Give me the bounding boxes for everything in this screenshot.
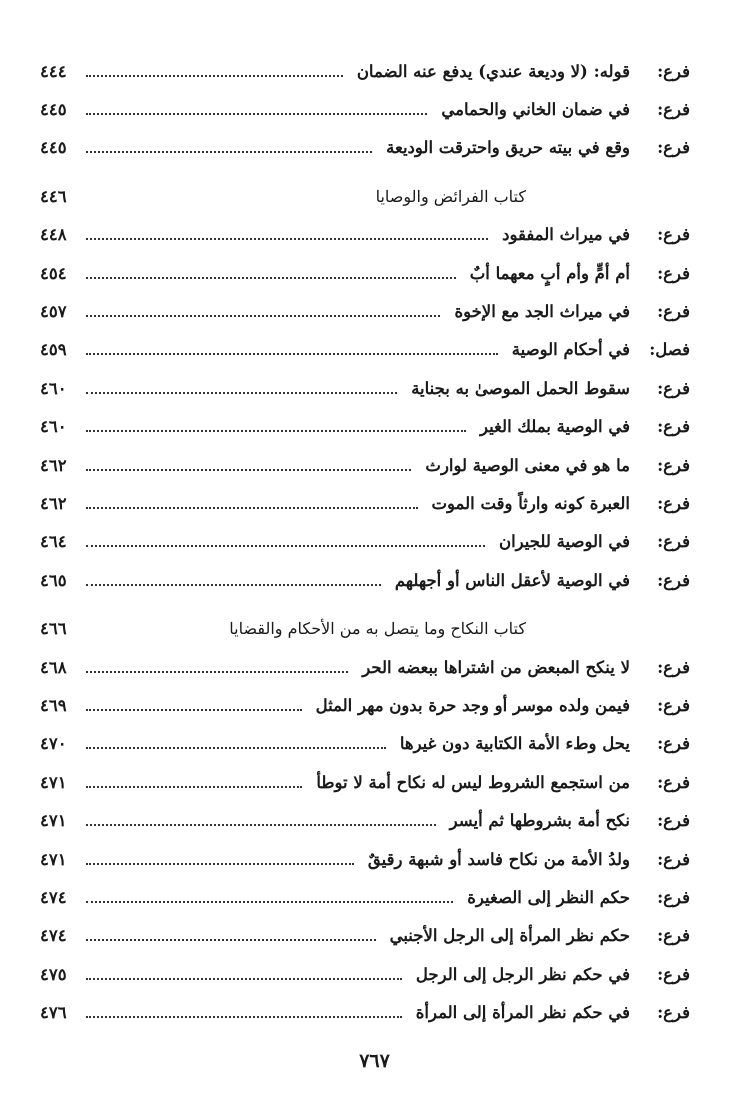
toc-entry-title: لا ينكح المبعض من اشتراها ببعضه الحر — [362, 657, 630, 677]
toc-entry-title: في ميراث المفقود — [502, 225, 630, 245]
toc-page-number: ٤٦٤ — [40, 532, 67, 552]
toc-entry-title: في ميراث الجد مع الإخوة — [454, 302, 630, 322]
dot-leader — [86, 276, 456, 279]
toc-page-number: ٤٧٤ — [40, 887, 67, 907]
toc-entry — [40, 254, 690, 292]
toc-entry-title: في أحكام الوصية — [511, 340, 630, 360]
dot-leader — [86, 200, 362, 201]
toc-page-number: ٤٧٤ — [40, 926, 67, 946]
toc-entry-label: فرع: — [657, 225, 690, 245]
toc-entry-title: في ضمان الخاني والحمامي — [441, 100, 630, 120]
dot-leader — [86, 314, 440, 317]
toc-entry-label: فرع: — [657, 811, 690, 831]
toc-entry — [40, 292, 690, 330]
table-of-contents — [40, 52, 690, 1032]
toc-entry — [40, 52, 690, 90]
toc-entry-title: من استجمع الشروط ليس له نكاح أمة لا توطأ — [316, 772, 630, 792]
dot-leader — [86, 823, 436, 826]
toc-entry — [40, 216, 690, 254]
toc-page-number: ٤٧١ — [40, 772, 67, 792]
toc-page-number: ٤٦٢ — [40, 493, 67, 513]
toc-page-number: ٤٤٨ — [40, 225, 67, 245]
toc-entry-label: فرع: — [657, 1003, 690, 1023]
toc-entry — [40, 523, 690, 561]
toc-page-number: ٤٦٥ — [40, 570, 67, 590]
toc-entry — [40, 331, 690, 369]
toc-entry-label: فرع: — [657, 263, 690, 283]
toc-entry-label: فرع: — [657, 100, 690, 120]
toc-page-number: ٤٤٦ — [40, 186, 67, 206]
dot-leader — [86, 862, 354, 865]
toc-entry-title: في حكم نظر الرجل إلى الرجل — [415, 964, 630, 984]
toc-entry-label: فرع: — [657, 455, 690, 475]
toc-entry-label: فرع: — [657, 570, 690, 590]
toc-book-heading — [40, 177, 690, 215]
toc-entry-label: فرع: — [657, 532, 690, 552]
toc-entry-title: سقوط الحمل الموصىٰ به بجناية — [411, 378, 630, 398]
toc-entry — [40, 648, 690, 686]
dot-leader — [86, 1015, 402, 1018]
toc-entry-title: يحل وطء الأمة الكتابية دون غيرها — [399, 734, 630, 754]
toc-page-number: ٤٦٠ — [40, 417, 67, 437]
dot-leader — [86, 900, 453, 903]
toc-page-number: ٤٥٤ — [40, 263, 67, 283]
toc-entry-label: فرع: — [657, 964, 690, 984]
toc-page-number: ٤٦٨ — [40, 657, 67, 677]
toc-book-heading — [40, 609, 690, 647]
dot-leader — [86, 544, 485, 547]
dot-leader — [86, 632, 215, 633]
toc-entry-title: العبرة كونه وارثاً وقت الموت — [431, 493, 630, 513]
dot-leader — [86, 468, 411, 471]
toc-book-title: كتاب النكاح وما يتصل به من الأحكام والقضايا — [229, 619, 526, 639]
toc-entry — [40, 801, 690, 839]
dot-leader — [86, 391, 397, 394]
dot-leader — [86, 708, 302, 711]
toc-entry — [40, 763, 690, 801]
dot-leader — [86, 785, 302, 788]
toc-page-number: ٤٧٥ — [40, 964, 67, 984]
dot-leader — [86, 112, 427, 115]
dot-leader — [86, 237, 488, 240]
toc-page-number: ٤٤٥ — [40, 100, 67, 120]
toc-page-number: ٤٦٢ — [40, 455, 67, 475]
toc-entry — [40, 90, 690, 128]
toc-entry-label: فرع: — [657, 378, 690, 398]
toc-entry-label: فرع: — [657, 695, 690, 715]
toc-entry-label: فرع: — [657, 849, 690, 869]
toc-entry — [40, 408, 690, 446]
toc-entry-title: وقع في بيته حريق واحترقت الوديعة — [386, 138, 630, 158]
toc-page-number: ٤٥٩ — [40, 340, 67, 360]
toc-entry-label: فرع: — [657, 61, 690, 81]
dot-leader — [86, 583, 381, 586]
toc-entry — [40, 878, 690, 916]
page-number: ٧٦٧ — [359, 1050, 390, 1072]
toc-entry-title: ما هو في معنى الوصية لوارث — [425, 455, 630, 475]
dot-leader — [86, 977, 402, 980]
toc-entry — [40, 446, 690, 484]
toc-entry-title: في الوصية للجيران — [498, 532, 630, 552]
toc-entry — [40, 725, 690, 763]
toc-entry-label: فرع: — [657, 926, 690, 946]
toc-page-number: ٤٧١ — [40, 811, 67, 831]
toc-entry-label: فرع: — [657, 887, 690, 907]
dot-leader — [86, 938, 376, 941]
toc-entry — [40, 561, 690, 599]
toc-entry — [40, 955, 690, 993]
dot-leader — [86, 429, 466, 432]
toc-entry-label: فرع: — [657, 417, 690, 437]
toc-page-number: ٤٧١ — [40, 849, 67, 869]
toc-entry-title: نكح أمة بشروطها ثم أيسر — [449, 811, 630, 831]
toc-entry-title: في الوصية بملك الغير — [480, 417, 630, 437]
toc-entry — [40, 129, 690, 167]
toc-entry-label: فرع: — [657, 734, 690, 754]
dot-leader — [86, 746, 386, 749]
toc-entry-label: فرع: — [657, 493, 690, 513]
toc-entry — [40, 369, 690, 407]
dot-leader — [86, 506, 418, 509]
toc-page-number: ٤٤٤ — [40, 61, 67, 81]
toc-page-number: ٤٧٠ — [40, 734, 67, 754]
toc-entry-title: حكم نظر المرأة إلى الرجل الأجنبي — [389, 926, 630, 946]
toc-entry — [40, 993, 690, 1031]
dot-leader — [86, 352, 498, 355]
dot-leader — [86, 150, 372, 153]
toc-entry-title: قوله: (لا وديعة عندي) يدفع عنه الضمان — [356, 61, 630, 81]
toc-entry-title: ولدُ الأمة من نكاح فاسد أو شبهة رقيقٌ — [367, 849, 630, 869]
toc-entry-title: حكم النظر إلى الصغيرة — [467, 887, 630, 907]
toc-entry-title: في حكم نظر المرأة إلى المرأة — [415, 1003, 630, 1023]
toc-entry — [40, 484, 690, 522]
toc-entry-label: فرع: — [657, 138, 690, 158]
toc-page-number: ٤٦٠ — [40, 378, 67, 398]
toc-page-number: ٤٦٩ — [40, 695, 67, 715]
dot-leader — [86, 74, 343, 77]
toc-page-number: ٤٤٥ — [40, 138, 67, 158]
toc-page-number: ٤٥٧ — [40, 302, 67, 322]
toc-entry-label: فرع: — [657, 772, 690, 792]
toc-entry-title: أم أمٍّ وأم أبٍ معهما أبٌ — [469, 263, 630, 283]
toc-book-title: كتاب الفرائض والوصايا — [375, 186, 526, 206]
toc-entry-label: فصل: — [649, 340, 690, 360]
toc-page-number: ٤٧٦ — [40, 1003, 67, 1023]
toc-entry — [40, 840, 690, 878]
toc-entry-label: فرع: — [657, 657, 690, 677]
toc-entry-label: فرع: — [657, 302, 690, 322]
dot-leader — [86, 670, 348, 673]
toc-entry-title: في الوصية لأعقل الناس أو أجهلهم — [394, 570, 630, 590]
toc-entry — [40, 686, 690, 724]
toc-entry — [40, 917, 690, 955]
toc-page-number: ٤٦٦ — [40, 619, 67, 639]
toc-entry-title: فيمن ولده موسر أو وجد حرة بدون مهر المثل — [315, 695, 630, 715]
